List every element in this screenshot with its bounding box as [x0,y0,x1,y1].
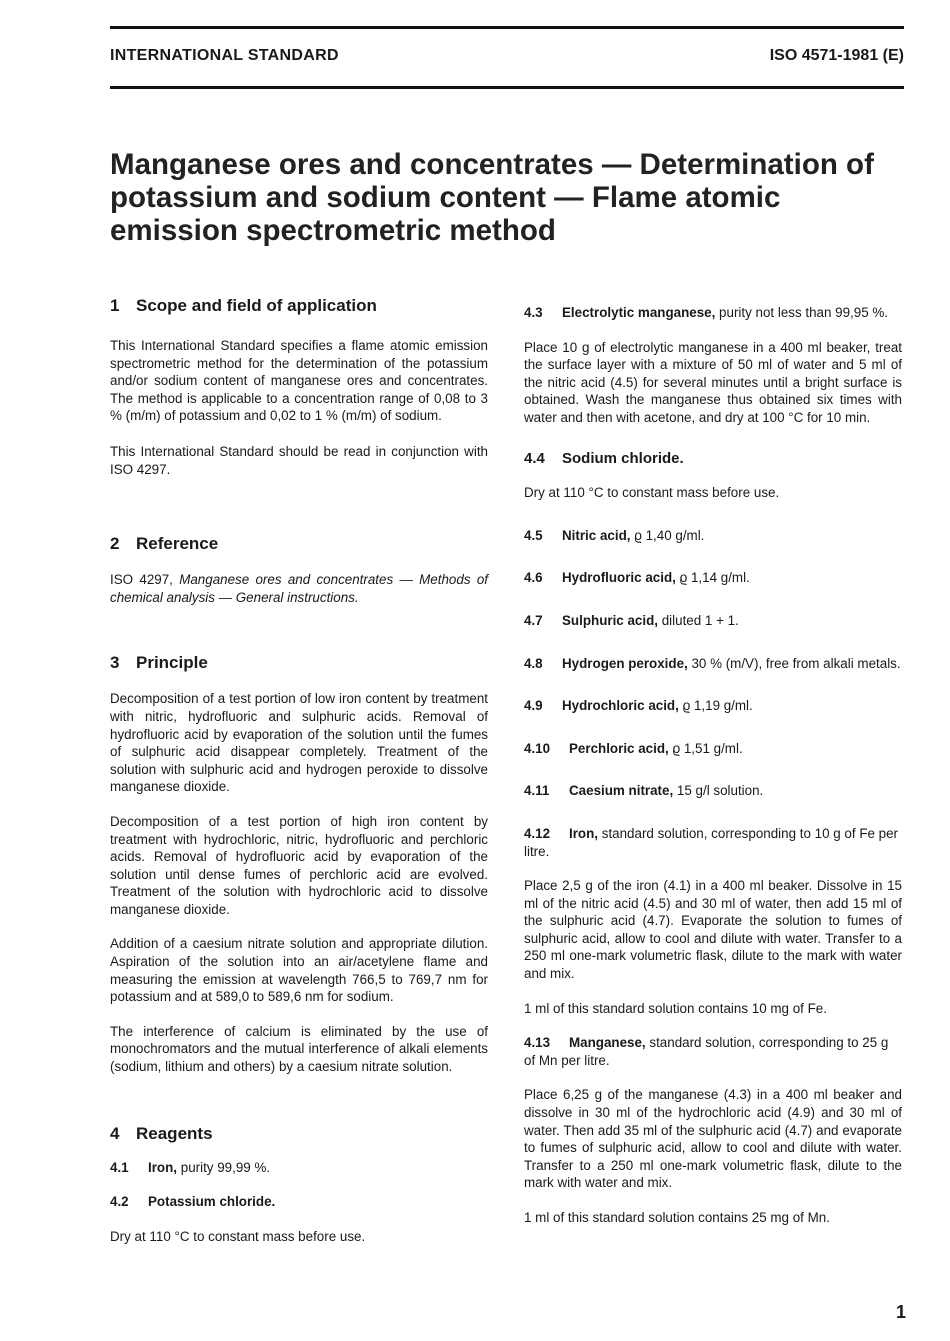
reagent-spec: diluted 1 + 1. [661,612,739,628]
section-number: 1 [110,296,120,315]
reagent-4-13 [524,1034,902,1069]
clause-number: 4.4 [524,449,545,467]
reagent-4-3 [524,304,902,322]
reagent-name: Sulphuric acid, [562,612,658,628]
reagent-spec: standard solution, corresponding to 10 g of Fe per litre. [524,825,899,859]
reagent-4-2-note: Dry at 110 °C to constant mass before use. [110,1228,366,1244]
section-1-heading [110,296,488,316]
reagent-4-8 [524,655,902,673]
reagent-spec: ϱ 1,14 g/ml. [679,570,750,586]
clause-number: 4.12 [524,825,551,841]
section-3-paragraph-2: Decomposition of a test portion of high iron content by treatment with hydrochloric, nitric, hydrofluoric and perchloric acids. Removal of hydrofluoric acid by evaporation of the solution until dense fumes of perchloric acid are evolved. Treatment of the solution with hydrochloric acid to dissolve manganese dioxide. [110,813,488,917]
section-3-heading [110,653,488,673]
clause-number: 4.7 [524,612,543,628]
reagent-name: Hydrochloric acid, [562,698,679,714]
reagent-name: Iron, [569,825,599,841]
reagent-name: Hydrogen peroxide, [562,655,688,671]
reagent-4-3-paragraph: Place 10 g of electrolytic manganese in a 400 ml beaker, treat the surface layer with a mixture of 50 ml of water and 5 ml of the nitric acid (4.5) for several minutes until a bright surface is obtained. Wash the manganese thus obtained six times with water and then with acetone, and dry at 100 °C for 10 min. [524,339,902,425]
reagent-spec: purity not less than 99,95 %. [719,305,889,320]
document-type-label: INTERNATIONAL STANDARD [110,47,339,64]
reagent-name: Electrolytic manganese, [562,305,716,320]
reagent-4-10 [524,740,902,758]
section-3-paragraph-4: The interference of calcium is eliminated by the use of monochromators and the mutual interference of alkali elements (sodium, lithium and others) by a caesium nitrate solution. [110,1023,488,1075]
reagent-4-6 [524,569,902,587]
clause-number: 4.2 [110,1194,129,1210]
section-title: Scope and field of application [136,296,377,315]
reagent-name: Manganese, [569,1035,646,1051]
reference-title: Manganese ores and concentrates — Methods of chemical analysis — General instructions. [110,572,488,605]
section-3-paragraph-3: Addition of a caesium nitrate solution and appropriate dilution. Aspiration of the solution into an air/acetylene flame and measuring the emission at wavelength 766,5 to 769,7 nm for potassium and at 589,0 to 589,6 nm for sodium. [110,936,488,1005]
reagent-name: Hydrofluoric acid, [562,570,676,586]
reagent-4-5 [524,527,902,545]
reagent-spec: ϱ 1,19 g/ml. [682,698,753,714]
reagent-4-13-paragraph-2: 1 ml of this standard solution contains 25 mg of Mn. [524,1210,830,1225]
section-title: Reagents [136,1123,213,1143]
reagent-4-4-paragraph: Dry at 110 °C to constant mass before use. [524,485,780,501]
header-rule-bottom [110,86,904,89]
clause-number: 4.3 [524,305,543,320]
reagent-4-1 [110,1159,488,1177]
clause-number: 4.10 [524,740,551,756]
section-number: 4 [110,1123,120,1143]
reagent-spec: 15 g/l solution. [676,783,764,799]
section-title: Reference [136,534,219,554]
clause-number: 4.13 [524,1035,551,1051]
reagent-4-4 [524,450,902,468]
clause-number: 4.5 [524,527,543,543]
reagent-name: Iron, [148,1159,178,1175]
header-rule-top [110,26,904,29]
section-1-paragraph-1: This International Standard specifies a flame atomic emission spectrometric method for the determination of the potassium and/or sodium content of manganese ores and concentrates. The method is applicable to a concentration range of 0,08 to 3 % (m/m) of potassium and 0,02 to 1 % (m/m) of sodium. [110,338,488,424]
reagent-name: Perchloric acid, [569,740,669,756]
document-title: Manganese ores and concentrates — Determination of potassium and sodium content — Flame atomic emission spectrometric method [110,148,874,247]
reagent-spec: ϱ 1,51 g/ml. [672,740,743,756]
left-column [110,296,488,1245]
reagent-4-7 [524,612,902,630]
reagent-name: Caesium nitrate, [569,783,674,799]
reagent-4-9 [524,697,902,715]
reagent-spec: standard solution, corresponding to 25 g of Mn per litre. [524,1035,889,1068]
section-title: Principle [136,653,208,673]
reagent-spec: ϱ 1,40 g/ml. [634,527,705,543]
reagent-spec: purity 99,99 %. [180,1159,271,1175]
reagent-4-12 [524,825,902,860]
clause-number: 4.9 [524,698,543,714]
reagent-name: Potassium chloride. [148,1194,276,1210]
reagent-name: Sodium chloride. [562,449,684,467]
section-2-heading [110,534,488,554]
reference-id: ISO 4297, [110,572,173,588]
reagent-4-12-paragraph-2: 1 ml of this standard solution contains 10 mg of Fe. [524,1000,827,1016]
clause-number: 4.1 [110,1159,129,1175]
reagent-4-12-paragraph-1: Place 2,5 g of the iron (4.1) in a 400 ml beaker. Dissolve in 15 ml of the nitric acid (4.5) and 30 ml of water, then add 15 ml of the sulphuric acid (4.7). Evaporate the solution to fumes of sulphuric acid, allow to cool and dilute with water. Transfer to a 250 ml one-mark volumetric flask, dilute to the mark with water and mix. [524,878,902,982]
right-column [524,304,902,1227]
reagent-4-13-paragraph-1: Place 6,25 g of the manganese (4.3) in a 400 ml beaker and dissolve in 30 ml of the hydrochloric acid (4.9) and 30 ml of water. Then add 35 ml of the sulphuric acid (4.7) and evaporate to fumes of sulphuric acid, allow to cool and dilute with water. Transfer to a 250 ml one-mark volumetric flask, dilute to the mark with water and mix. [524,1087,902,1191]
clause-number: 4.6 [524,570,543,586]
reference-entry [110,571,488,606]
section-3-paragraph-1: Decomposition of a test portion of low iron content by treatment with nitric, hydrofluoric and sulphuric acids. Removal of hydrofluoric acid by evaporation of the solution until the fumes of sulphuric acid disappear completely. Treatment of the solution with sulphuric acid and hydrogen peroxide to dissolve manganese dioxide. [110,691,488,795]
standard-number: ISO 4571-1981 (E) [769,47,904,64]
page-number: 1 [895,1302,906,1322]
section-1-paragraph-2: This International Standard should be read in conjunction with ISO 4297. [110,443,488,477]
clause-number: 4.8 [524,655,543,671]
section-number: 2 [110,534,120,554]
reagent-spec: 30 % (m/V), free from alkali metals. [691,655,901,671]
reagent-name: Nitric acid, [562,527,631,543]
section-number: 3 [110,653,120,673]
reagent-4-2 [110,1193,488,1211]
section-4-heading [110,1124,488,1144]
reagent-4-11 [524,782,902,800]
clause-number: 4.11 [524,783,550,799]
